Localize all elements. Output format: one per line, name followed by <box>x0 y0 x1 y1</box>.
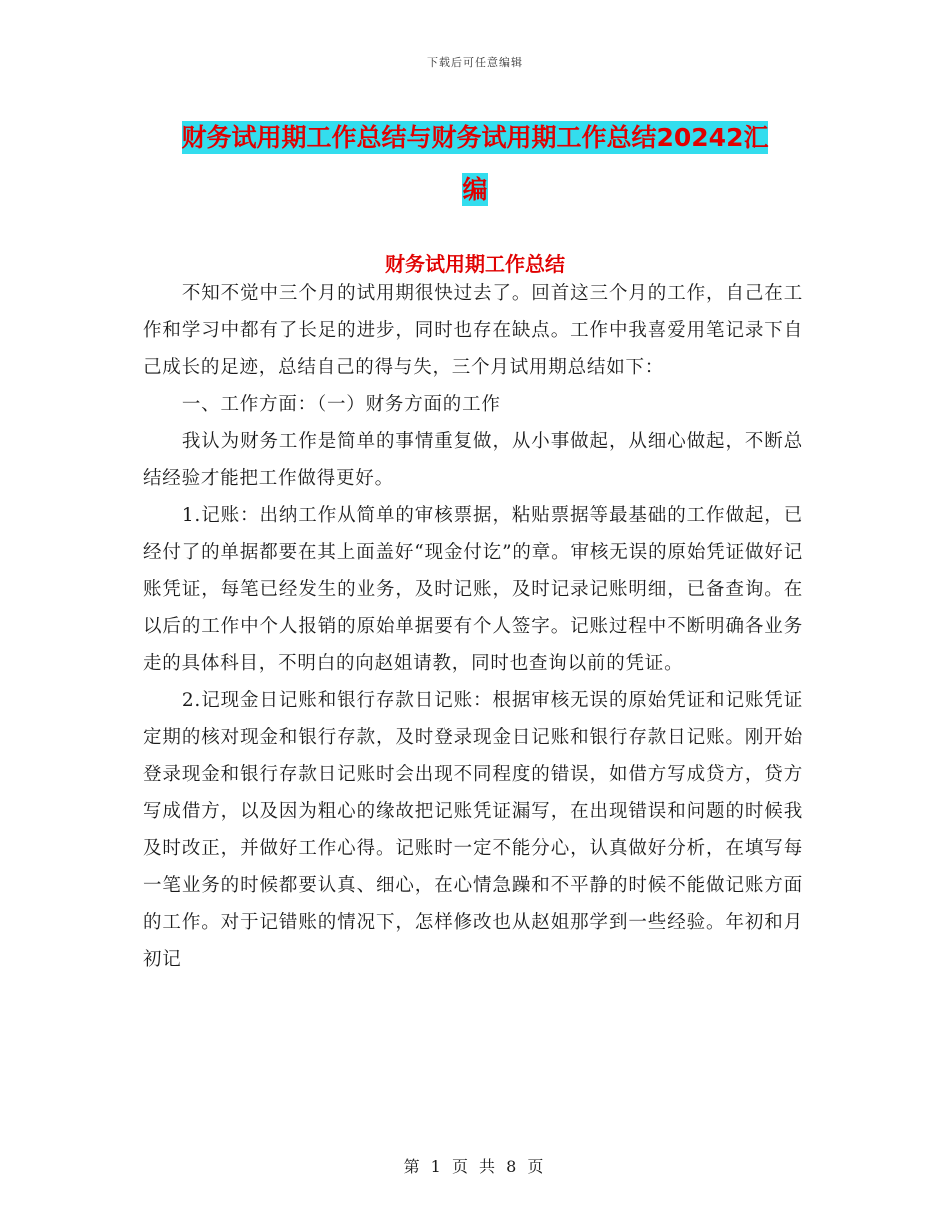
paragraph: 1.记账：出纳工作从简单的审核票据，粘贴票据等最基础的工作做起，已经付了的单据都要在其上面盖好“现金付讫”的章。审核无误的原始凭证做好记账凭证，每笔已经发生的业务，及时记账，及时记录记账明细，已备查询。在以后的工作中个人报销的原始单据要有个人签字。记账过程中不断明确各业务走的具体科目，不明白的向赵姐请教，同时也查询以前的凭证。 <box>143 505 803 674</box>
paragraph: 不知不觉中三个月的试用期很快过去了。回首这三个月的工作，自己在工作和学习中都有了长足的进步，同时也存在缺点。工作中我喜爱用笔记录下自己成长的足迹，总结自己的得与失，三个月试用期总结如下： <box>143 283 803 378</box>
page-number: 第 1 页 共 8 页 <box>403 1157 547 1176</box>
paragraph: 2.记现金日记账和银行存款日记账：根据审核无误的原始凭证和记账凭证定期的核对现金和银行存款，及时登录现金日记账和银行存款日记账。刚开始登录现金和银行存款日记账时会出现不同程度的错误，如借方写成贷方，贷方写成借方，以及因为粗心的缘故把记账凭证漏写，在出现错误和问题的时候我及时改正，并做好工作心得。记账时一定不能分心，认真做好分析，在填写每一笔业务的时候都要认真、细心，在心情急躁和不平静的时候不能做记账方面的工作。对于记错账的情况下，怎样修改也从赵姐那学到一些经验。年初和月初记 <box>143 690 803 970</box>
paragraph: 一、工作方面：（一）财务方面的工作 <box>181 394 501 415</box>
header-note: 下载后可任意编辑 <box>427 56 523 69</box>
document-title-line-2: 编 <box>462 175 488 204</box>
section-title: 财务试用期工作总结 <box>385 252 565 276</box>
document-title <box>145 112 805 216</box>
body-text <box>143 275 803 978</box>
paragraph: 我认为财务工作是简单的事情重复做，从小事做起，从细心做起，不断总结经验才能把工作做得更好。 <box>143 431 803 489</box>
document-title-line-1: 财务试用期工作总结与财务试用期工作总结20242汇 <box>181 123 769 152</box>
